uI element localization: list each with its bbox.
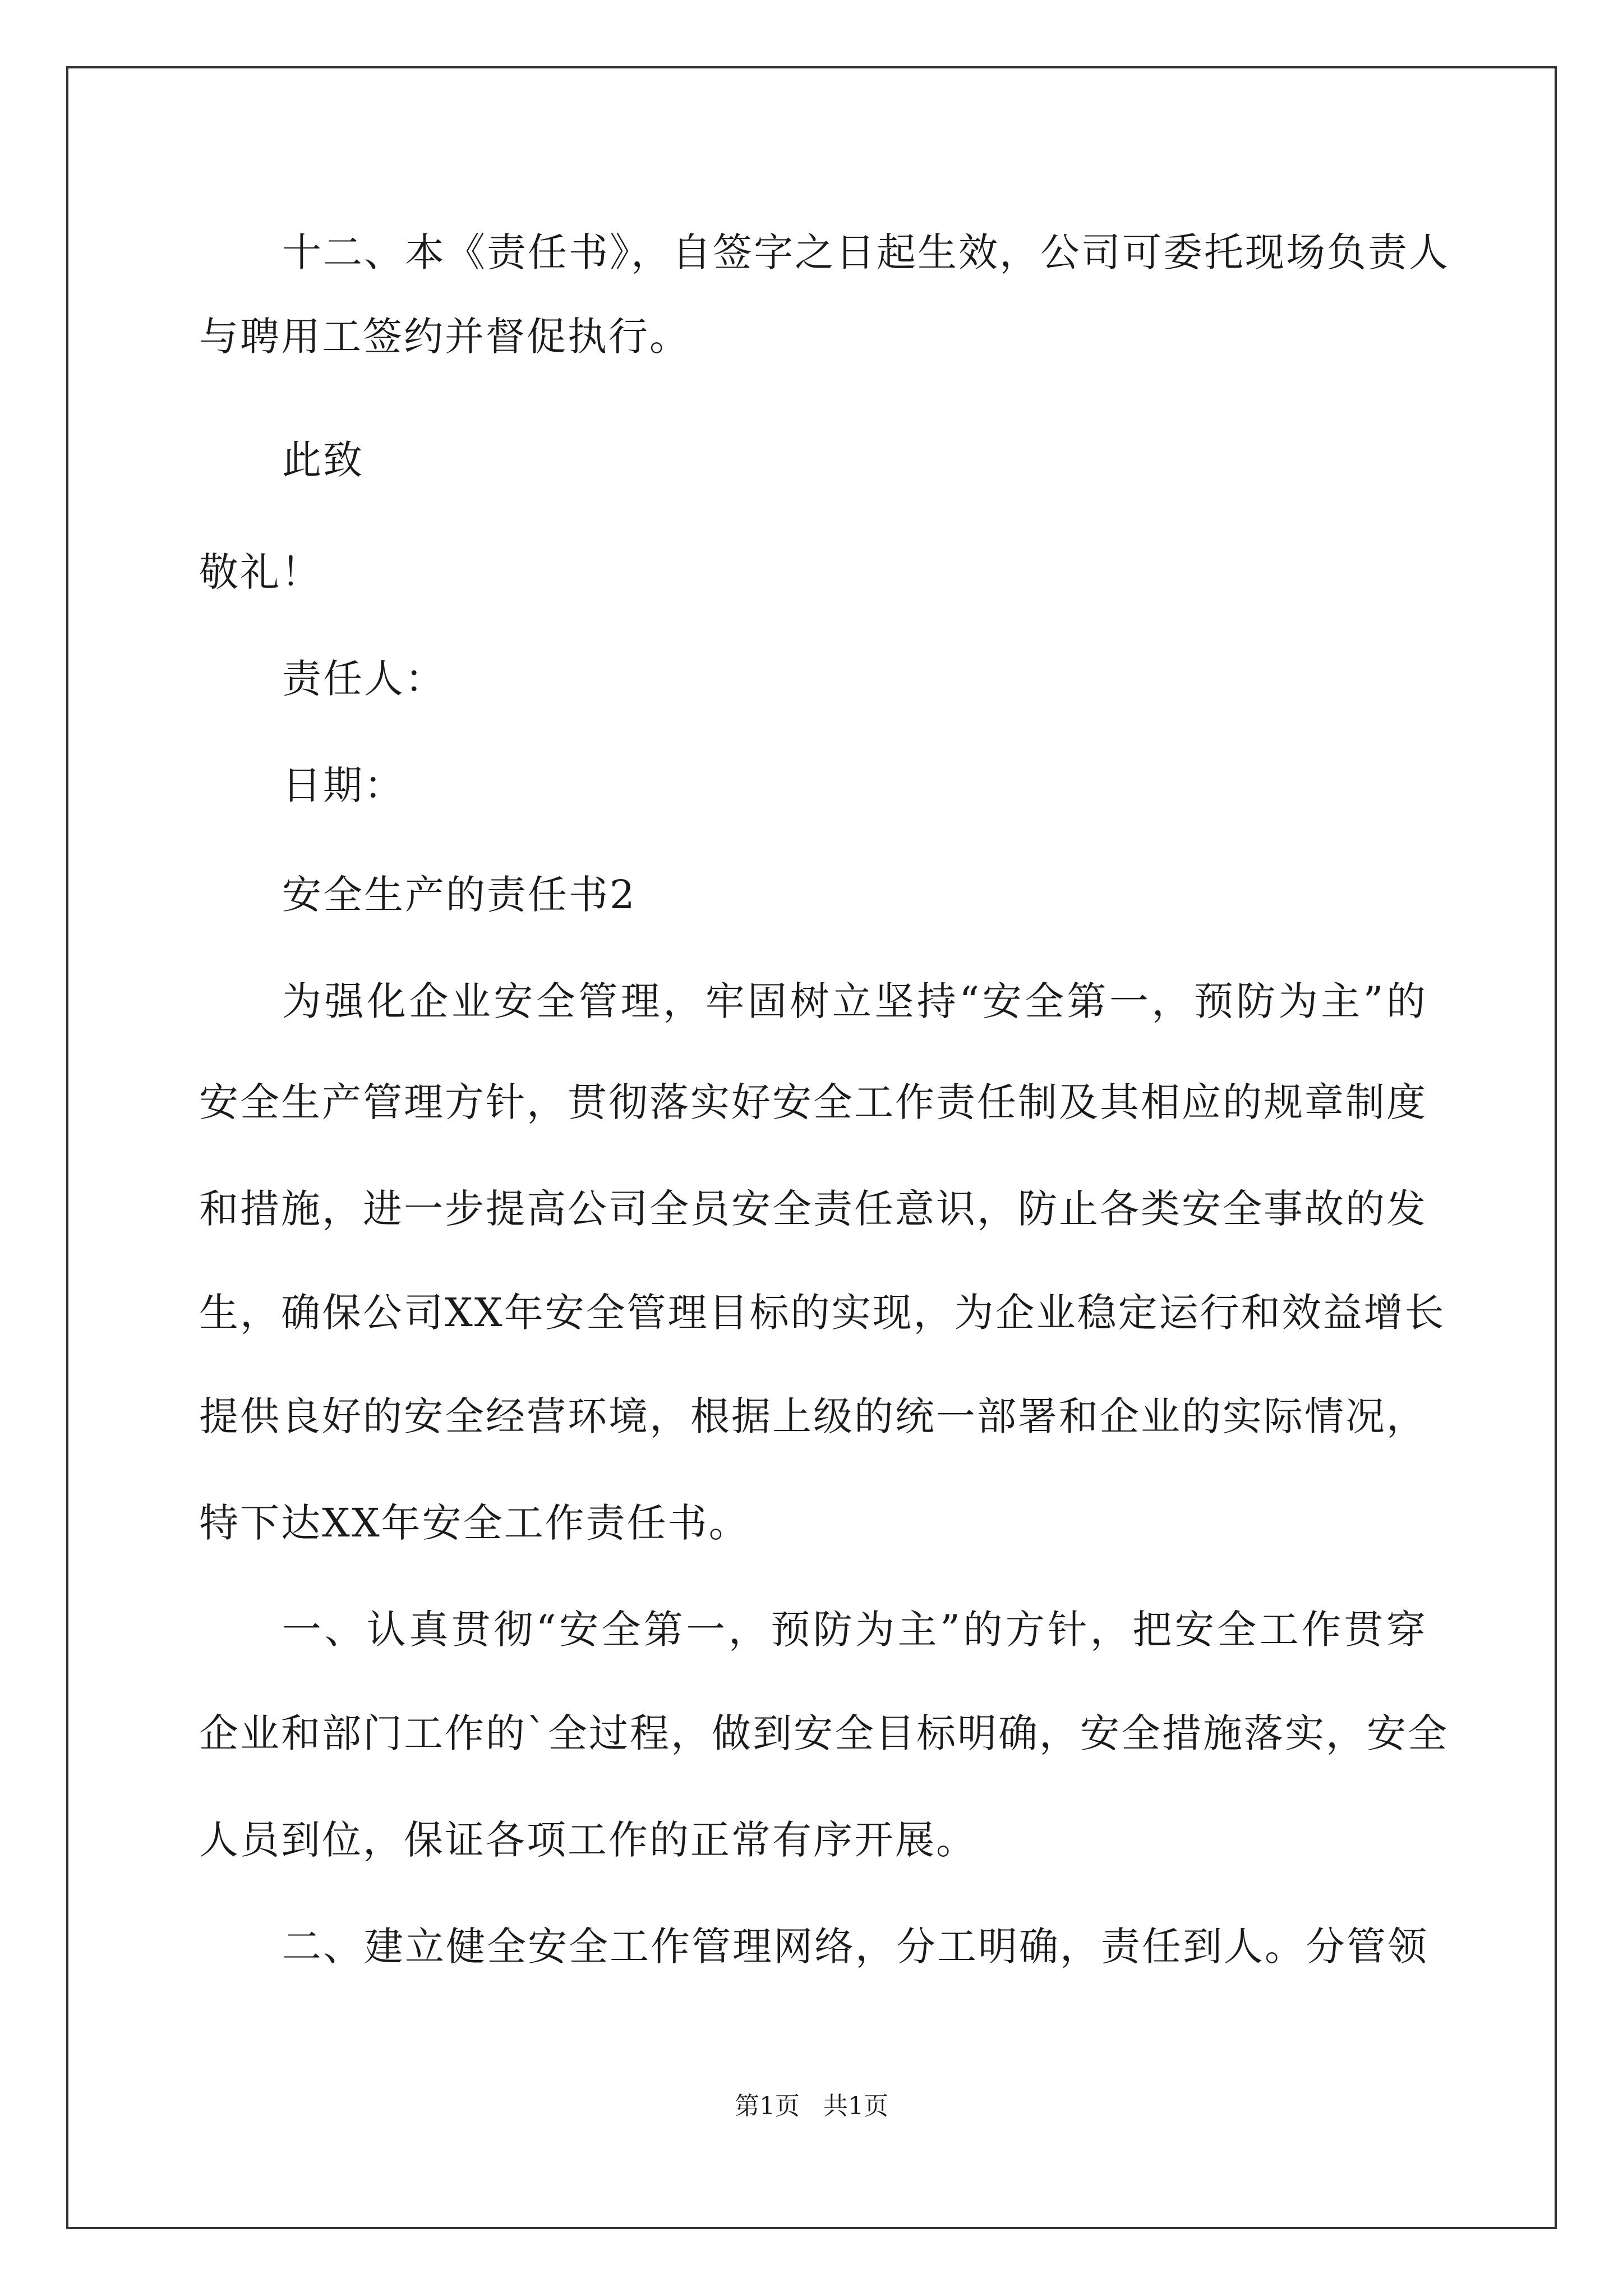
paragraph-line: 生，确保公司XX年安全管理目标的实现，为企业稳定运行和效益增长 [199, 1290, 1446, 1336]
closing-regards: 敬礼！ [199, 549, 322, 595]
page-border [66, 66, 1557, 2229]
paragraph-line: 与聘用工签约并督促执行。 [199, 314, 690, 360]
paragraph-line: 和措施，进一步提高公司全员安全责任意识，防止各类安全事故的发 [199, 1186, 1427, 1232]
paragraph-line: 人员到位，保证各项工作的正常有序开展。 [199, 1817, 977, 1863]
paragraph-line: 为强化企业安全管理，牢固树立坚持“安全第一，预防为主”的 [282, 978, 1427, 1024]
paragraph-line: 特下达XX年安全工作责任书。 [199, 1500, 750, 1546]
section-title: 安全生产的责任书2 [282, 872, 637, 918]
page-footer: 第1页 共1页 [735, 2092, 888, 2120]
closing-salutation: 此致 [282, 437, 364, 483]
paragraph-line: 一、认真贯彻“安全第一，预防为主”的方针，把安全工作贯穿 [282, 1607, 1427, 1653]
paragraph-line: 提供良好的安全经营环境，根据上级的统一部署和企业的实际情况， [199, 1393, 1427, 1439]
paragraph-line: 企业和部门工作的`全过程，做到安全目标明确，安全措施落实，安全 [199, 1710, 1449, 1756]
paragraph-line: 十二、本《责任书》，自签字之日起生效，公司可委托现场负责人 [282, 229, 1450, 275]
paragraph-line: 二、建立健全安全工作管理网络，分工明确，责任到人。分管领 [282, 1924, 1428, 1970]
signature-label: 责任人： [282, 656, 446, 702]
date-label: 日期： [282, 762, 405, 808]
paragraph-line: 安全生产管理方针，贯彻落实好安全工作责任制及其相应的规章制度 [199, 1079, 1427, 1125]
